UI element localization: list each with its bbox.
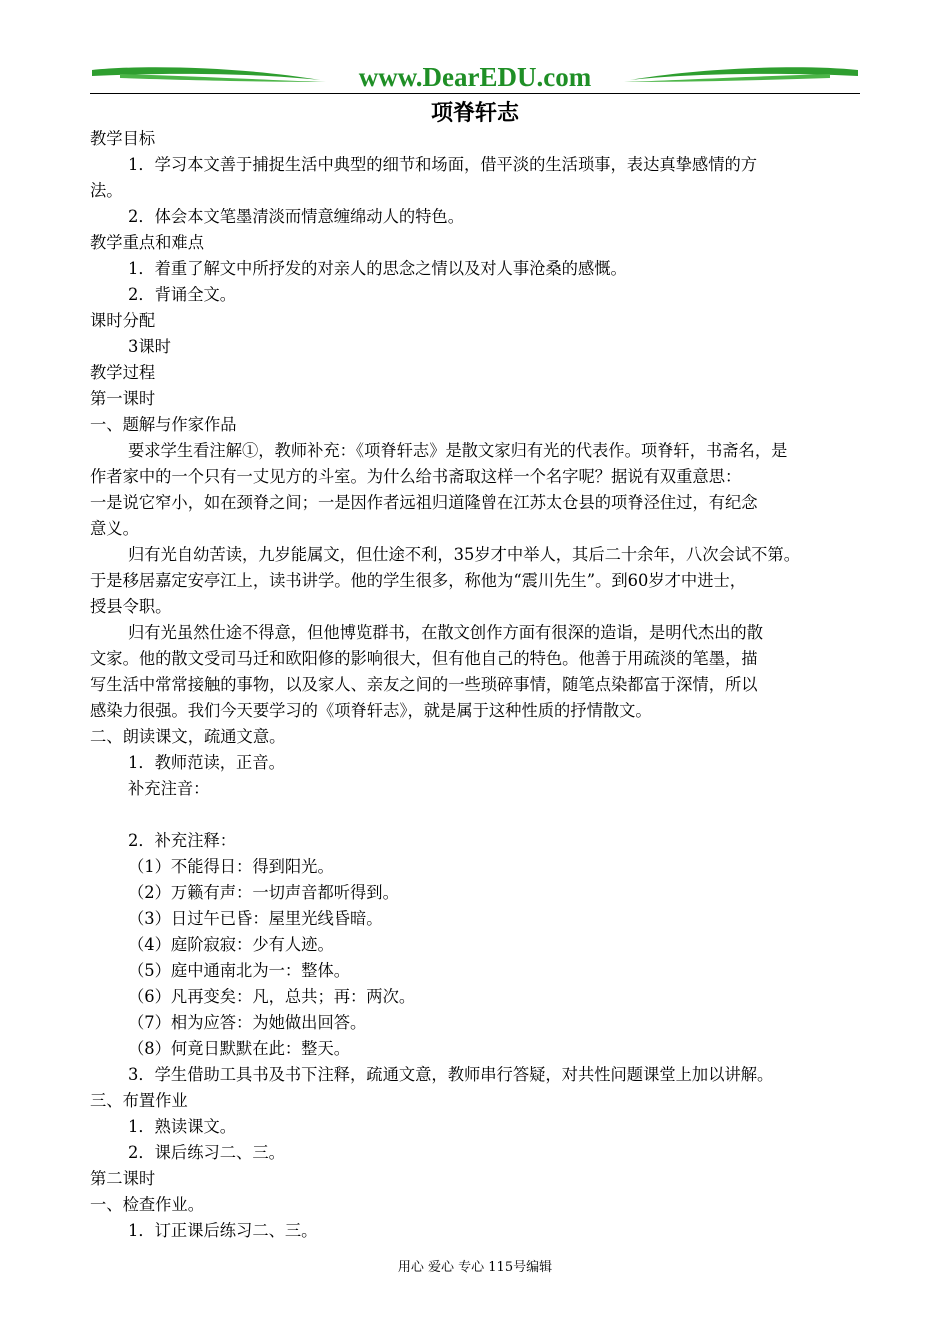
document-body — [90, 126, 870, 1244]
site-brand-logo: www.DearEDU.com — [358, 62, 592, 92]
text-line: （3）日过午已昏：屋里光线昏暗。 — [128, 909, 383, 928]
text-line: （7）相为应答：为她做出回答。 — [128, 1013, 367, 1032]
text-line: （4）庭阶寂寂：少有人迹。 — [128, 935, 334, 954]
text-line: 文家。他的散文受司马迁和欧阳修的影响很大，但有他自己的特色。他善于用疏淡的笔墨，描 — [90, 649, 758, 668]
text-line: 1．教师范读，正音。 — [128, 753, 285, 772]
text-line: （2）万籁有声：一切声音都听得到。 — [128, 883, 399, 902]
text-line: 感染力很强。我们今天要学习的《项脊轩志》，就是属于这种性质的抒情散文。 — [90, 701, 652, 720]
blank-line — [90, 802, 870, 828]
text-line: 作者家中的一个只有一丈见方的斗室。为什么给书斋取这样一个名字呢？据说有双重意思： — [90, 467, 742, 486]
text-line: 3．学生借助工具书及书下注释，疏通文意，教师串行答疑，对共性问题课堂上加以讲解。 — [128, 1065, 774, 1084]
text-line: 写生活中常常接触的事物，以及家人、亲友之间的一些琐碎事情，随笔点染都富于深情，所以 — [90, 675, 758, 694]
text-line: 教学过程 — [90, 363, 156, 382]
text-line: 要求学生看注解①，教师补充：《项脊轩志》是散文家归有光的代表作。项脊轩，书斋名，是 — [128, 441, 788, 460]
text-line: 于是移居嘉定安亭江上，读书讲学。他的学生很多，称他为“震川先生”。到60岁才中进士， — [90, 571, 747, 590]
text-line: 教学重点和难点 — [90, 233, 204, 252]
document-title: 项脊轩志 — [430, 101, 519, 126]
text-line: 1．熟读课文。 — [128, 1117, 237, 1136]
text-line: 法。 — [90, 181, 123, 200]
site-header-banner — [90, 62, 860, 96]
text-line: （1）不能得日：得到阳光。 — [128, 857, 334, 876]
text-line: （6）凡再变矣：凡，总共；再：两次。 — [128, 987, 416, 1006]
text-line: 课时分配 — [90, 311, 156, 330]
text-line: 1．着重了解文中所抒发的对亲人的思念之情以及对人事沧桑的感慨。 — [128, 259, 627, 278]
text-line: 归有光自幼苦读，九岁能属文，但仕途不利，35岁才中举人，其后二十余年，八次会试不第。 — [128, 545, 800, 564]
text-line: 一、检查作业。 — [90, 1195, 204, 1214]
text-line: 归有光虽然仕途不得意，但他博览群书，在散文创作方面有很深的造诣，是明代杰出的散 — [128, 623, 763, 642]
text-line: 一是说它窄小，如在颈脊之间；一是因作者远祖归道隆曾在江苏太仓县的项脊泾住过，有纪念 — [90, 493, 758, 512]
text-line: 1．学习本文善于捕捉生活中典型的细节和场面，借平淡的生活琐事，表达真挚感情的方 — [128, 155, 758, 174]
text-line: 二、朗读课文，疏通文意。 — [90, 727, 286, 746]
text-line: 第二课时 — [90, 1169, 156, 1188]
text-line: 补充注音： — [128, 779, 210, 798]
text-line: 2．课后练习二、三。 — [128, 1143, 285, 1162]
text-line: （8）何竟日默默在此：整天。 — [128, 1039, 351, 1058]
page-footer: 用心 爱心 专心 115号编辑 — [397, 1260, 553, 1275]
text-line: 1．订正课后练习二、三。 — [128, 1221, 318, 1240]
text-line: （5）庭中通南北为一：整体。 — [128, 961, 351, 980]
text-line: 3课时 — [128, 337, 171, 356]
text-line: 一、题解与作家作品 — [90, 415, 237, 434]
text-line: 授县令职。 — [90, 597, 172, 616]
text-line: 2．体会本文笔墨清淡而情意缠绵动人的特色。 — [128, 207, 464, 226]
text-line: 意义。 — [90, 519, 139, 538]
header-divider — [90, 93, 860, 94]
text-line: 三、布置作业 — [90, 1091, 188, 1110]
text-line: 2．背诵全文。 — [128, 285, 237, 304]
text-line: 2．补充注释： — [128, 831, 237, 850]
text-line: 第一课时 — [90, 389, 156, 408]
text-line: 教学目标 — [90, 129, 156, 148]
